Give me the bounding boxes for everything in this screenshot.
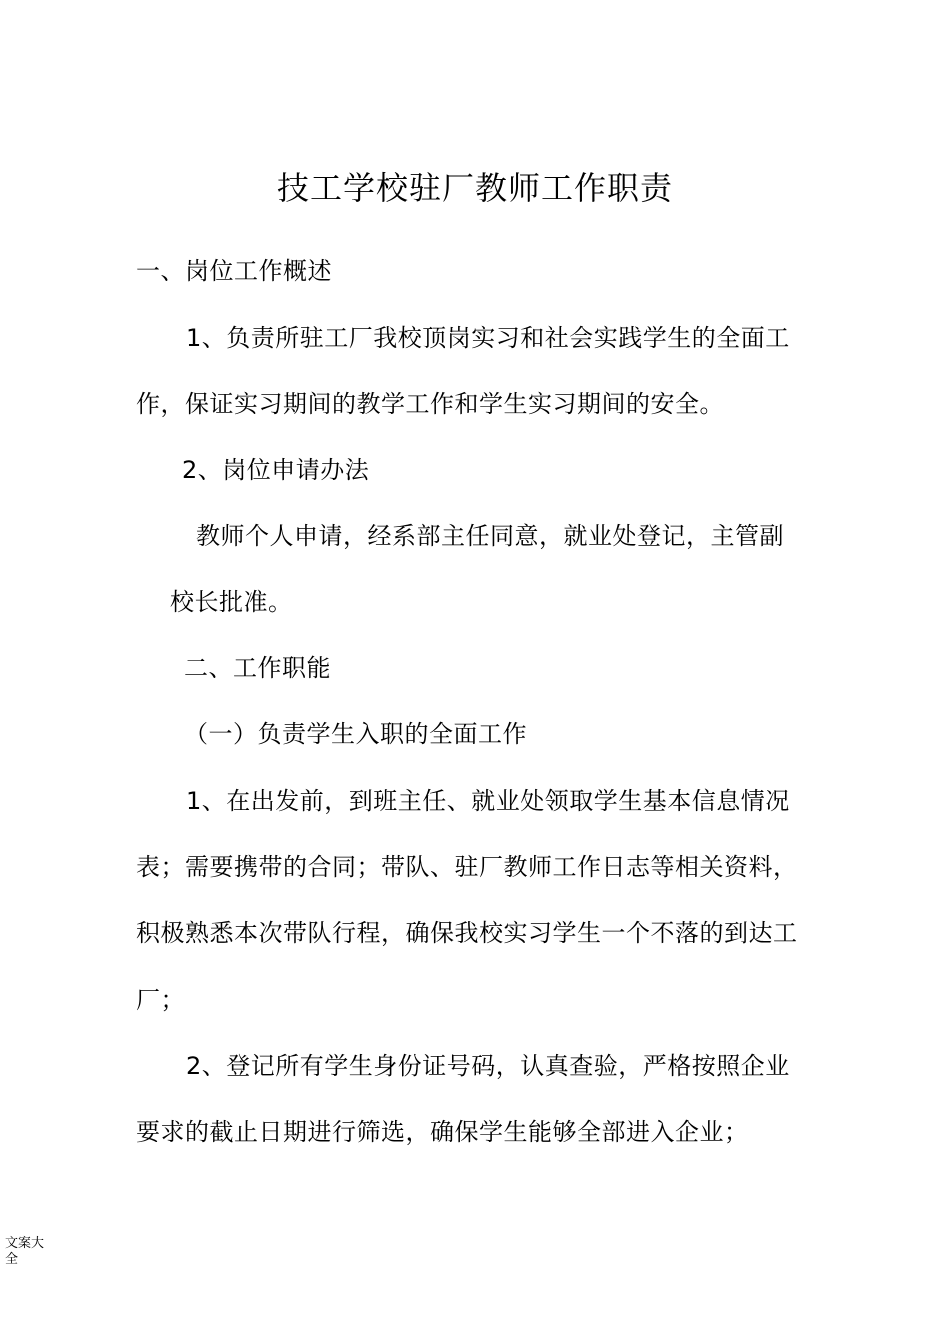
footer-label: 文案大全 [5,1236,45,1267]
paragraph-line: 1、负责所驻工厂我校顶岗实习和社会实践学生的全面工 [186,324,790,352]
paragraph-line: 1、在出发前，到班主任、就业处领取学生基本信息情况 [186,787,790,815]
subsection-heading: 2、岗位申请办法 [182,456,370,484]
paragraph-line: 厂； [136,986,185,1014]
paragraph-line: 校长批准。 [170,588,293,616]
paragraph-line: 2、登记所有学生身份证号码，认真查验，严格按照企业 [186,1052,790,1080]
document-title: 技工学校驻厂教师工作职责 [276,169,673,207]
section-heading: 二、工作职能 [184,654,331,682]
paragraph-line: 教师个人申请，经系部主任同意，就业处登记，主管副 [196,522,784,550]
paragraph-line: 表；需要携带的合同；带队、驻厂教师工作日志等相关资料， [136,853,798,881]
subsection-heading: （一）负责学生入职的全面工作 [184,720,527,748]
paragraph-line: 作，保证实习期间的教学工作和学生实习期间的安全。 [136,390,724,418]
section-heading: 一、岗位工作概述 [136,257,332,285]
paragraph-line: 要求的截止日期进行筛选，确保学生能够全部进入企业； [136,1118,749,1146]
paragraph-line: 积极熟悉本次带队行程，确保我校实习学生一个不落的到达工 [136,919,798,947]
